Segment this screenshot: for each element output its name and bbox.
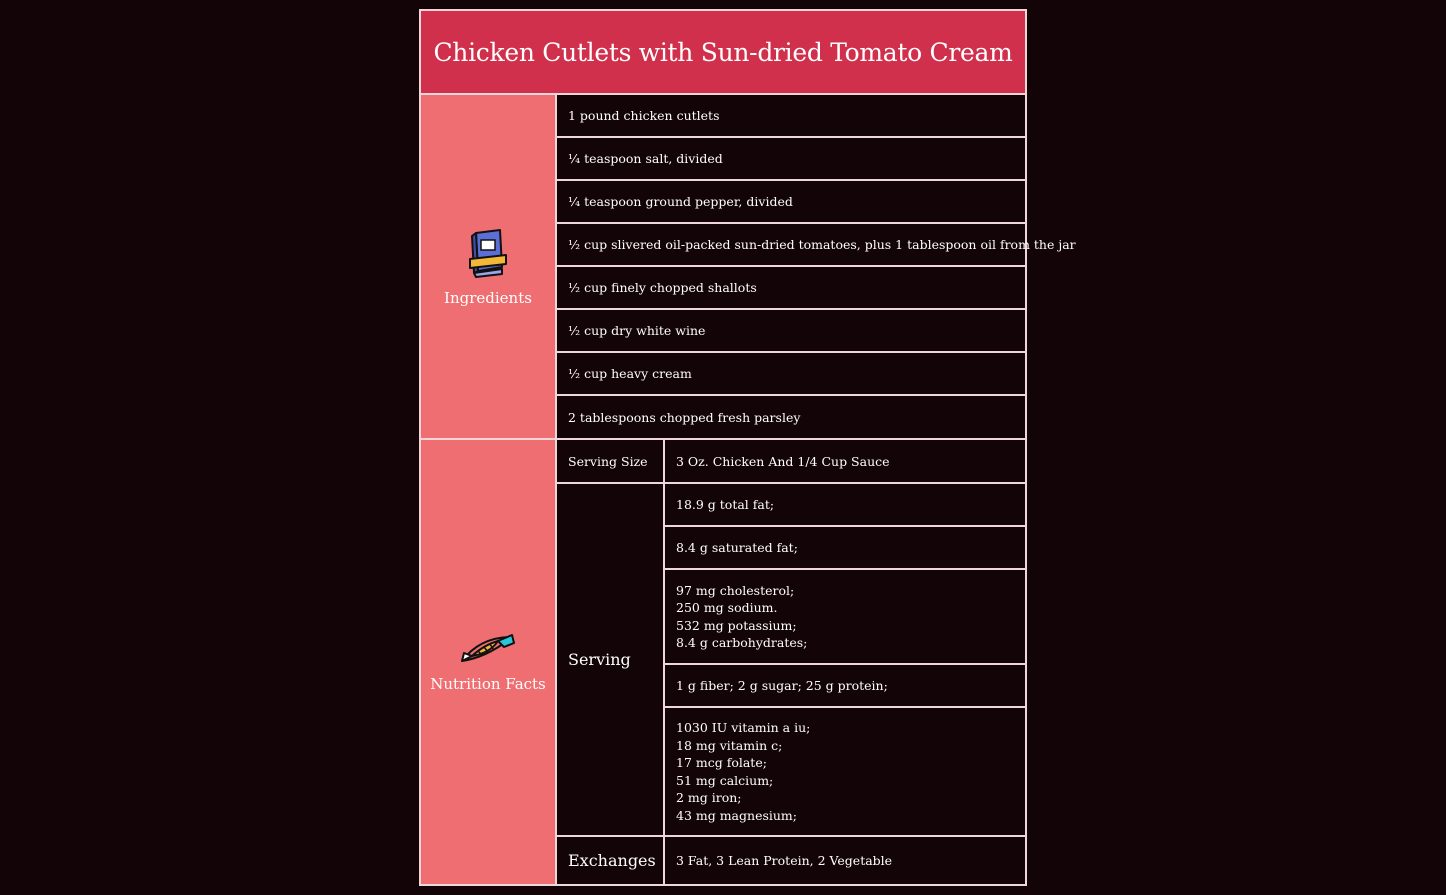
nutrition-section-label [421, 440, 557, 884]
ingredient-row: ½ cup dry white wine [557, 310, 1025, 353]
ingredients-section-label [421, 95, 557, 440]
ingredient-row: 2 tablespoons chopped fresh parsley [557, 396, 1025, 440]
serving-size-value: 3 Oz. Chicken And 1/4 Cup Sauce [665, 440, 1025, 484]
nutrition-label: Nutrition Facts [430, 675, 546, 693]
recipe-title: Chicken Cutlets with Sun-dried Tomato Cream [433, 37, 1013, 67]
recipe-card [419, 9, 1076, 886]
serving-label: Serving [557, 484, 665, 837]
serving-value: 97 mg cholesterol; 250 mg sodium. 532 mg potassium; 8.4 g carbohydrates; [665, 570, 1025, 665]
ingredient-row: 1 pound chicken cutlets [557, 95, 1025, 138]
ingredient-row: ½ cup heavy cream [557, 353, 1025, 396]
serving-value: 18.9 g total fat; [665, 484, 1025, 527]
dna-icon [458, 631, 518, 665]
serving-value: 1030 IU vitamin a iu; 18 mg vitamin c; 17 mcg folate; 51 mg calcium; 2 mg iron; 43 mg magnesium; [665, 708, 1025, 837]
ingredient-row: ¼ teaspoon ground pepper, divided [557, 181, 1025, 224]
ingredient-row: ½ cup finely chopped shallots [557, 267, 1025, 310]
serving-value: 8.4 g saturated fat; [665, 527, 1025, 570]
ingredients-label: Ingredients [444, 288, 532, 307]
title-bar [421, 11, 1025, 95]
ingredient-row: ¼ teaspoon salt, divided [557, 138, 1025, 181]
exchanges-value: 3 Fat, 3 Lean Protein, 2 Vegetable [676, 853, 893, 868]
ingredient-row: ½ cup slivered oil-packed sun-dried tomatoes, plus 1 tablespoon oil from the jar [557, 224, 1025, 267]
serving-size-label: Serving Size [557, 440, 665, 484]
book-icon [466, 227, 510, 279]
exchanges-label: Exchanges [557, 837, 665, 884]
serving-value: 1 g fiber; 2 g sugar; 25 g protein; [665, 665, 1025, 708]
